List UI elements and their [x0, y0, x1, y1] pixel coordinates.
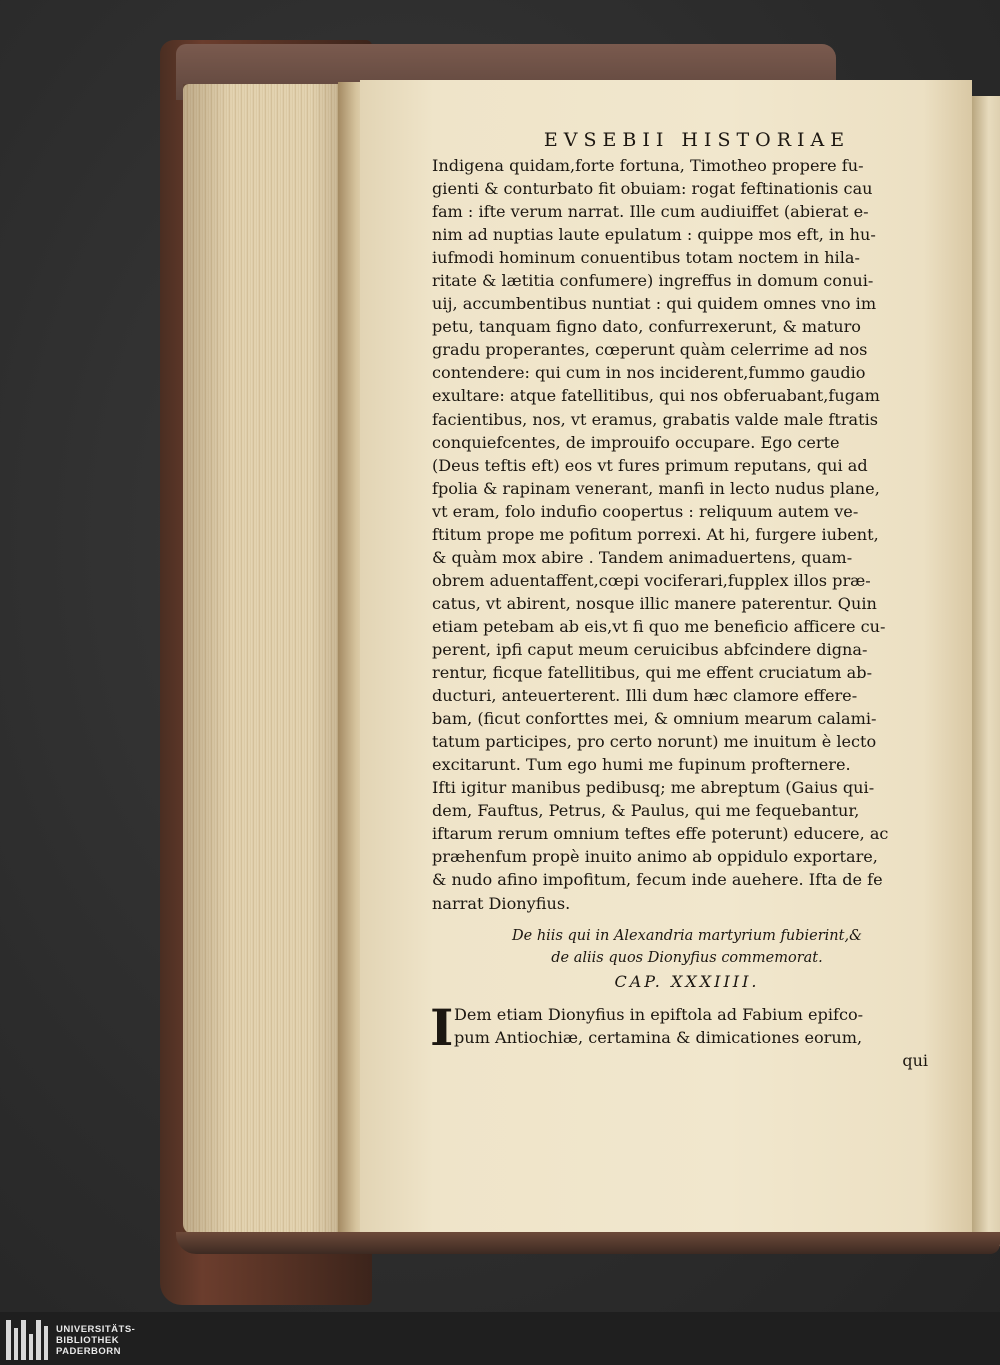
- running-head: EVSEBII HISTORIAE: [543, 129, 851, 151]
- text-line: ducturi, anteuerterent. Illi dum hæc clamore effere-: [432, 686, 858, 706]
- page-text: [432, 114, 942, 1073]
- text-line: obrem aduentaffent,cœpi vociferari,fupplex illos præ-: [432, 570, 871, 590]
- text-line: nim ad nuptias laute epulatum : quippe mos eft, in hu-: [432, 225, 876, 245]
- text-line: fpolia & rapinam venerant, manfi in lecto nudus plane,: [432, 478, 880, 498]
- text-line: Indigena quidam,forte fortuna, Timotheo propere fu-: [432, 156, 864, 175]
- library-logo: [6, 1318, 206, 1362]
- chapter-number: CAP. XXXIIII.: [614, 971, 760, 991]
- text-line: Ifti igitur manibus pedibusq; me abreptum (Gaius qui-: [432, 778, 875, 798]
- library-logo-text: UNIVERSITÄTS- BIBLIOTHEK PADERBORN: [56, 1323, 136, 1357]
- text-line: iftarum rerum omnium teftes effe poterunt) educere, ac: [432, 824, 889, 844]
- chapter-heading: de aliis quos Dionyfius commemorat.: [551, 949, 823, 966]
- catchword: qui: [902, 1050, 928, 1070]
- text-line: narrat Dionyfius.: [432, 893, 571, 913]
- text-line: uij, accumbentibus nuntiat : qui quidem omnes vno im: [432, 294, 877, 314]
- text-line: Dem etiam Dionyfius in epiftola ad Fabium epifco-: [454, 1004, 864, 1024]
- text-line: ftitum prope me pofitum porrexi. At hi, furgere iubent,: [432, 524, 879, 544]
- text-line: catus, vt abirent, nosque illic manere paterentur. Quin: [432, 593, 877, 613]
- main-text: [432, 154, 942, 915]
- text-line: & quàm mox abire . Tandem animaduertens, quam-: [432, 547, 853, 567]
- text-line: pum Antiochiæ, certamina & dimicationes eorum,: [454, 1027, 863, 1047]
- text-line: vt eram, folo indufio coopertus : reliquum autem ve-: [432, 501, 859, 521]
- book-binding-bottom: [176, 1232, 1000, 1254]
- chapter-text: [430, 997, 942, 1057]
- text-line: excitarunt. Tum ego humi me fupinum profternere.: [432, 755, 851, 775]
- text-line: gienti & conturbato fit obuiam: rogat feftinationis cau: [432, 179, 873, 199]
- text-line: fam : ifte verum narrat. Ille cum audiuiffet (abierat e-: [432, 202, 869, 222]
- text-line: contendere: qui cum in nos inciderent,fummo gaudio: [432, 363, 866, 383]
- text-line: facientibus, nos, vt eramus, grabatis valde male ftratis: [432, 409, 879, 429]
- text-line: petu, tanquam figno dato, confurrexerunt, & maturo: [432, 317, 861, 337]
- text-line: præhenfum propè inuito animo ab oppidulo exportare,: [432, 847, 878, 867]
- text-line: & nudo afino impofitum, fecum inde auehere. Ifta de fe: [432, 870, 883, 890]
- text-line: ritate & lætitia confumere) ingreffus in domum conui-: [432, 271, 874, 291]
- library-logo-icon: [6, 1320, 48, 1360]
- facing-page-edge: [972, 96, 1000, 1246]
- text-line: dem, Fauftus, Petrus, & Paulus, qui me fequebantur,: [432, 801, 860, 821]
- text-line: (Deus teftis eft) eos vt fures primum reputans, qui ad: [432, 455, 868, 475]
- text-line: rentur, ficque fatellitibus, qui me effent cruciatum ab-: [432, 663, 873, 683]
- text-line: etiam petebam ab eis,vt fi quo me beneficio afficere cu-: [432, 616, 886, 636]
- text-line: conquiefcentes, de improuifo occupare. Ego certe: [432, 432, 840, 452]
- text-line: gradu properantes, cœperunt quàm celerrime ad nos: [432, 340, 868, 360]
- text-line: tatum participes, pro certo norunt) me inuitum è lecto: [432, 732, 877, 752]
- text-line: exultare: atque fatellitibus, qui nos obferuabant,fugam: [432, 386, 880, 406]
- page-edges-shade: [183, 84, 343, 1234]
- text-line: iufmodi hominum conuentibus totam noctem in hila-: [432, 248, 860, 268]
- chapter-heading: De hiis qui in Alexandria martyrium fubierint,&: [512, 927, 862, 944]
- drop-cap: I: [430, 997, 454, 1057]
- text-line: perent, ipfi caput meum ceruicibus abfcindere digna-: [432, 639, 868, 659]
- text-line: bam, (ficut conforttes mei, & omnium mearum calami-: [432, 709, 877, 729]
